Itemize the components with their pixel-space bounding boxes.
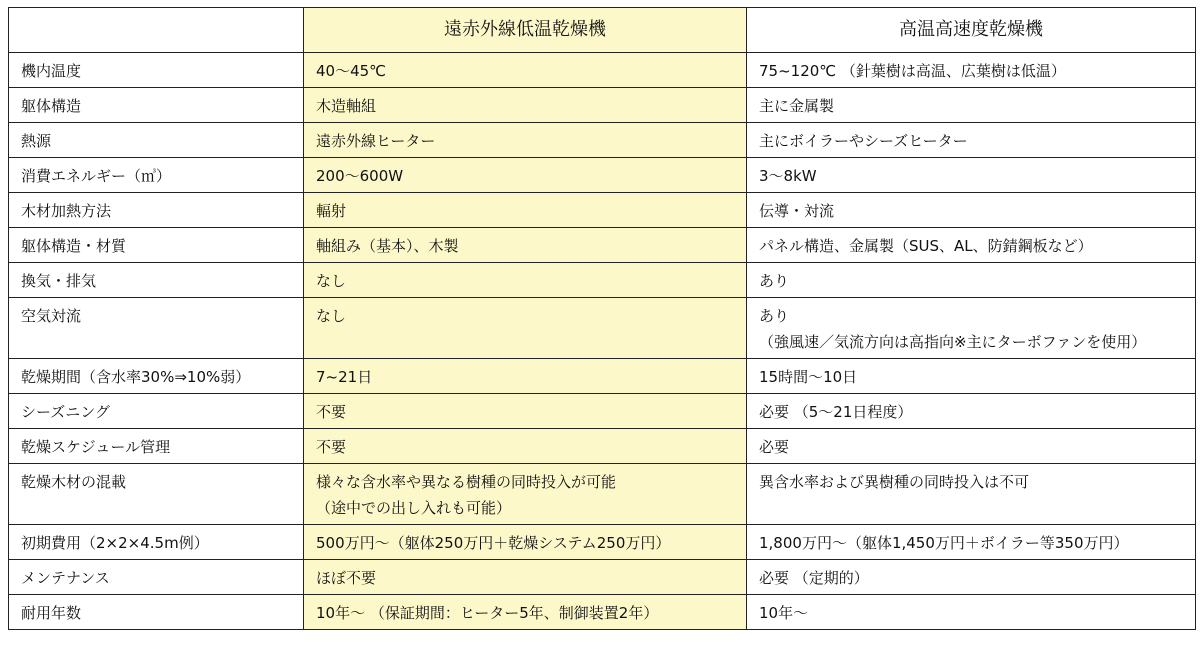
row-label: 熱源 [9, 123, 304, 158]
row-label: 機内温度 [9, 53, 304, 88]
high-temp-value-line2: （強風速／気流方向は高指向※主にターボファンを使用） [759, 333, 1147, 351]
row-label: 躯体構造 [9, 88, 304, 123]
row-label: 躯体構造・材質 [9, 228, 304, 263]
table-row [9, 53, 1196, 88]
high-temp-value: 必要 （5～21日程度） [747, 394, 1196, 429]
high-temp-value: 伝導・対流 [747, 193, 1196, 228]
table-row [9, 595, 1196, 630]
high-temp-value-line1: あり [759, 307, 790, 325]
table-row [9, 228, 1196, 263]
row-label: 耐用年数 [9, 595, 304, 630]
row-label: 乾燥期間（含水率30%⇒10%弱） [9, 359, 304, 394]
high-temp-value: 3～8kW [747, 158, 1196, 193]
table-row [9, 394, 1196, 429]
low-temp-value: なし [304, 298, 747, 359]
high-temp-value: 75~120℃ （針葉樹は高温、広葉樹は低温） [747, 53, 1196, 88]
header-low-temp-dryer: 遠赤外線低温乾燥機 [304, 8, 747, 53]
table-row [9, 158, 1196, 193]
table-row [9, 263, 1196, 298]
low-temp-value-line1: 様々な含水率や異なる樹種の同時投入が可能 [316, 473, 617, 491]
comparison-table [8, 7, 1196, 630]
low-temp-value: 200～600W [304, 158, 747, 193]
row-label: 乾燥スケジュール管理 [9, 429, 304, 464]
header-high-temp-dryer: 高温高速度乾燥機 [747, 8, 1196, 53]
low-temp-value: 不要 [304, 394, 747, 429]
row-label: シーズニング [9, 394, 304, 429]
low-temp-value: 40～45℃ [304, 53, 747, 88]
table-row [9, 359, 1196, 394]
row-label: 空気対流 [9, 298, 304, 359]
low-temp-value: 7~21日 [304, 359, 747, 394]
high-temp-value: 主に金属製 [747, 88, 1196, 123]
high-temp-value: 異含水率および異樹種の同時投入は不可 [747, 464, 1196, 525]
low-temp-value-line2: （途中での出し入れも可能） [316, 499, 512, 517]
high-temp-value: パネル構造、金属製（SUS、AL、防錆鋼板など） [747, 228, 1196, 263]
header-blank [9, 8, 304, 53]
low-temp-value: ほぼ不要 [304, 560, 747, 595]
row-label: 乾燥木材の混載 [9, 464, 304, 525]
high-temp-value [747, 298, 1196, 359]
row-label: 木材加熱方法 [9, 193, 304, 228]
row-label: 消費エネルギー（㎥） [9, 158, 304, 193]
table-row [9, 560, 1196, 595]
table-row [9, 88, 1196, 123]
low-temp-value [304, 464, 747, 525]
low-temp-value: なし [304, 263, 747, 298]
high-temp-value: 必要 [747, 429, 1196, 464]
table-row [9, 298, 1196, 359]
high-temp-value: あり [747, 263, 1196, 298]
row-label: 換気・排気 [9, 263, 304, 298]
high-temp-value: 1,800万円～（躯体1,450万円＋ボイラー等350万円） [747, 525, 1196, 560]
low-temp-value: 500万円～（躯体250万円＋乾燥システム250万円） [304, 525, 747, 560]
table-row [9, 429, 1196, 464]
low-temp-value: 軸組み（基本）、木製 [304, 228, 747, 263]
row-label: メンテナンス [9, 560, 304, 595]
high-temp-value: 主にボイラーやシーズヒーター [747, 123, 1196, 158]
high-temp-value: 15時間～10日 [747, 359, 1196, 394]
table-row [9, 193, 1196, 228]
low-temp-value: 不要 [304, 429, 747, 464]
low-temp-value: 10年～ （保証期間：ヒーター5年、制御装置2年） [304, 595, 747, 630]
low-temp-value: 遠赤外線ヒーター [304, 123, 747, 158]
table-row [9, 464, 1196, 525]
table-row [9, 525, 1196, 560]
header-row [9, 8, 1196, 53]
row-label: 初期費用（2×2×4.5m例） [9, 525, 304, 560]
low-temp-value: 木造軸組 [304, 88, 747, 123]
high-temp-value: 10年～ [747, 595, 1196, 630]
table-row [9, 123, 1196, 158]
low-temp-value: 輻射 [304, 193, 747, 228]
high-temp-value: 必要 （定期的） [747, 560, 1196, 595]
